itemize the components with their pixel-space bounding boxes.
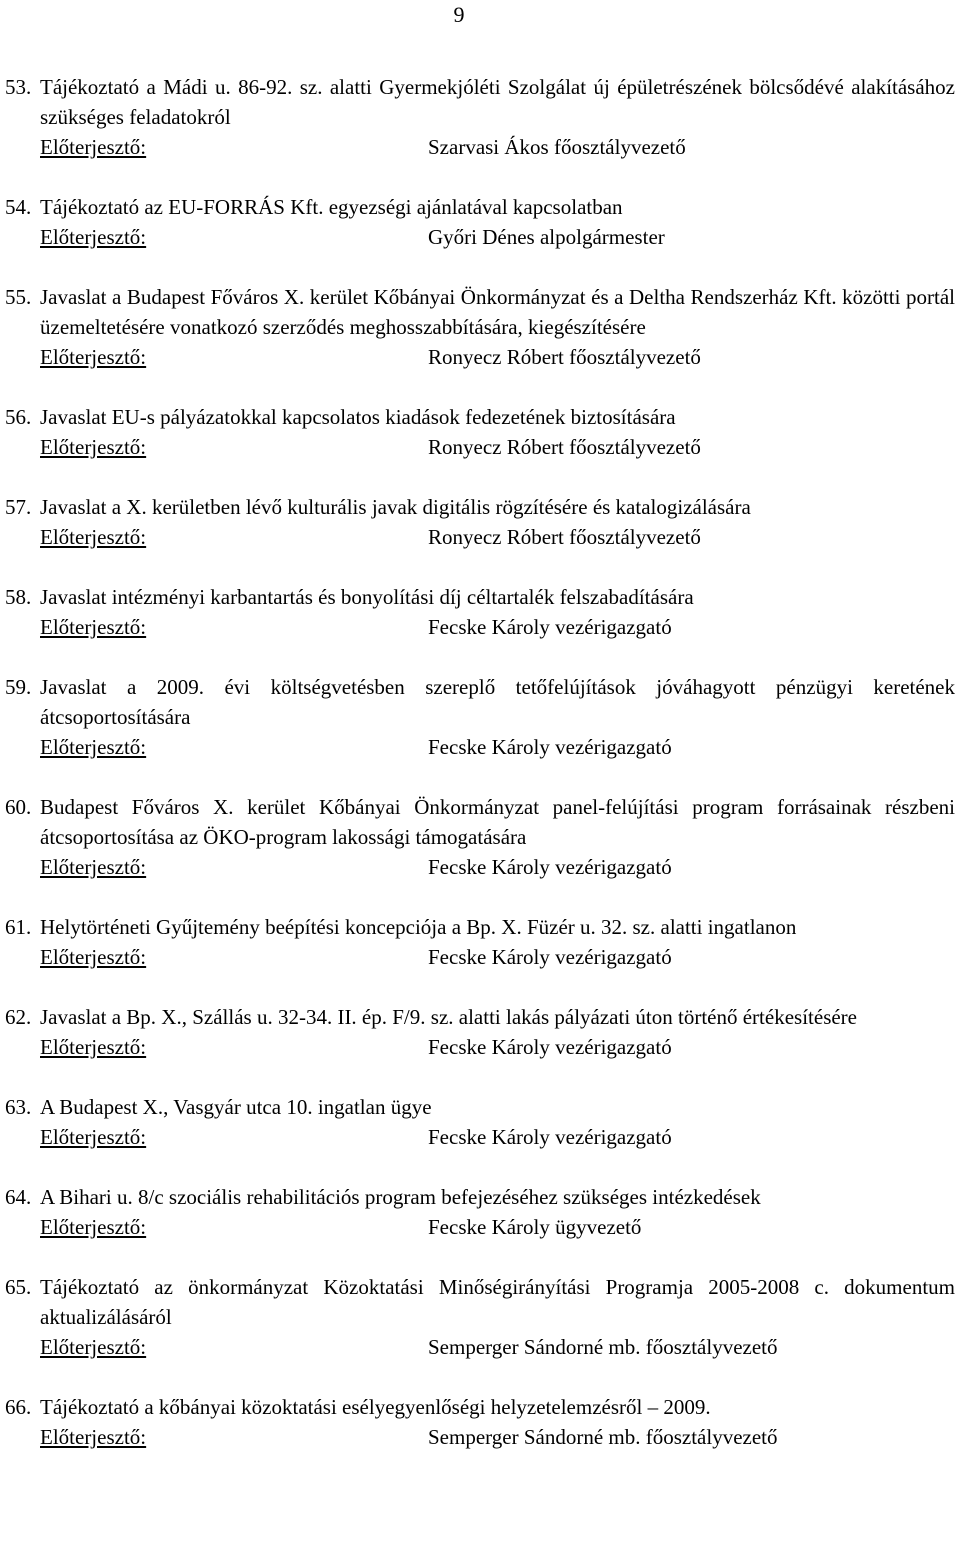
agenda-item xyxy=(0,192,960,252)
agenda-item-number: 58. xyxy=(5,585,32,609)
sponsor-name: Fecske Károly vezérigazgató xyxy=(428,615,672,639)
agenda-item xyxy=(0,1272,960,1362)
agenda-list xyxy=(0,72,960,1482)
sponsor-line xyxy=(40,342,960,372)
sponsor-line xyxy=(40,522,960,552)
agenda-item-title: Tájékoztató az önkormányzat Közoktatási Minőségirányítási Programja 2005-2008 c. dokumentum aktualizálásáról xyxy=(40,1275,955,1329)
agenda-item-number: 65. xyxy=(5,1275,32,1299)
agenda-item-number: 57. xyxy=(5,495,32,519)
agenda-item xyxy=(0,492,960,552)
agenda-item-title: Tájékoztató az EU-FORRÁS Kft. egyezségi ajánlatával kapcsolatban xyxy=(40,195,623,219)
sponsor-label: Előterjesztő: xyxy=(40,945,147,969)
agenda-item-number: 55. xyxy=(5,285,32,309)
sponsor-label: Előterjesztő: xyxy=(40,855,147,879)
agenda-item-title: Javaslat a Budapest Főváros X. kerület Kőbányai Önkormányzat és a Deltha Rendszerház Kft. közötti portál üzemeltetésére vonatkozó szerződés meghosszabbítására, kiegészítésére xyxy=(40,285,955,339)
agenda-item xyxy=(0,402,960,462)
sponsor-name: Fecske Károly ügyvezető xyxy=(428,1215,642,1239)
sponsor-name: Szarvasi Ákos főosztályvezető xyxy=(428,135,686,159)
agenda-item-number: 62. xyxy=(5,1005,32,1029)
sponsor-name: Fecske Károly vezérigazgató xyxy=(428,855,672,879)
sponsor-label: Előterjesztő: xyxy=(40,615,147,639)
sponsor-name: Ronyecz Róbert főosztályvezető xyxy=(428,345,701,369)
sponsor-label: Előterjesztő: xyxy=(40,1425,147,1449)
sponsor-line xyxy=(40,1212,960,1242)
agenda-item-title: A Budapest X., Vasgyár utca 10. ingatlan ügye xyxy=(40,1095,432,1119)
agenda-item-title: Tájékoztató a Mádi u. 86-92. sz. alatti Gyermekjóléti Szolgálat új épületrészének bölcsődévé alakításához szükséges feladatokról xyxy=(40,75,955,129)
sponsor-line xyxy=(40,732,960,762)
agenda-item xyxy=(0,72,960,162)
sponsor-line xyxy=(40,132,960,162)
agenda-item xyxy=(0,582,960,642)
sponsor-line xyxy=(40,852,960,882)
sponsor-line xyxy=(40,222,960,252)
sponsor-label: Előterjesztő: xyxy=(40,525,147,549)
sponsor-line xyxy=(40,432,960,462)
sponsor-name: Ronyecz Róbert főosztályvezető xyxy=(428,525,701,549)
agenda-item xyxy=(0,1002,960,1062)
sponsor-line xyxy=(40,1032,960,1062)
agenda-item-number: 54. xyxy=(5,195,32,219)
sponsor-name: Fecske Károly vezérigazgató xyxy=(428,1125,672,1149)
agenda-item xyxy=(0,282,960,372)
agenda-item xyxy=(0,672,960,762)
sponsor-name: Fecske Károly vezérigazgató xyxy=(428,735,672,759)
sponsor-line xyxy=(40,612,960,642)
sponsor-label: Előterjesztő: xyxy=(40,1125,147,1149)
sponsor-name: Fecske Károly vezérigazgató xyxy=(428,945,672,969)
agenda-item-title: Tájékoztató a kőbányai közoktatási esélyegyenlőségi helyzetelemzésről – 2009. xyxy=(40,1395,711,1419)
agenda-item-title: Javaslat a Bp. X., Szállás u. 32-34. II. ép. F/9. sz. alatti lakás pályázati úton történő értékesítésére xyxy=(40,1005,858,1029)
sponsor-label: Előterjesztő: xyxy=(40,225,147,249)
sponsor-line xyxy=(40,942,960,972)
sponsor-label: Előterjesztő: xyxy=(40,435,147,459)
agenda-item-number: 56. xyxy=(5,405,32,429)
agenda-item-title: Budapest Főváros X. kerület Kőbányai Önkormányzat panel-felújítási program forrásainak részbeni átcsoportosítása az ÖKO-program lakossági támogatására xyxy=(40,795,955,849)
sponsor-name: Semperger Sándorné mb. főosztályvezető xyxy=(428,1425,778,1449)
agenda-item xyxy=(0,1182,960,1242)
agenda-item-number: 66. xyxy=(5,1395,32,1419)
agenda-item-number: 60. xyxy=(5,795,32,819)
sponsor-line xyxy=(40,1332,960,1362)
sponsor-label: Előterjesztő: xyxy=(40,735,147,759)
sponsor-name: Semperger Sándorné mb. főosztályvezető xyxy=(428,1335,778,1359)
sponsor-label: Előterjesztő: xyxy=(40,135,147,159)
agenda-item-number: 64. xyxy=(5,1185,32,1209)
agenda-item-number: 59. xyxy=(5,675,32,699)
agenda-item-number: 63. xyxy=(5,1095,32,1119)
sponsor-label: Előterjesztő: xyxy=(40,1035,147,1059)
page-number: 9 xyxy=(453,2,465,27)
sponsor-label: Előterjesztő: xyxy=(40,1335,147,1359)
sponsor-name: Fecske Károly vezérigazgató xyxy=(428,1035,672,1059)
agenda-item xyxy=(0,792,960,882)
agenda-item-title: Javaslat intézményi karbantartás és bonyolítási díj céltartalék felszabadítására xyxy=(40,585,694,609)
agenda-item xyxy=(0,1392,960,1452)
sponsor-name: Ronyecz Róbert főosztályvezető xyxy=(428,435,701,459)
agenda-item-title: Javaslat EU-s pályázatokkal kapcsolatos kiadások fedezetének biztosítására xyxy=(40,405,676,429)
agenda-item-title: A Bihari u. 8/c szociális rehabilitációs program befejezéséhez szükséges intézkedések xyxy=(40,1185,761,1209)
sponsor-line xyxy=(40,1422,960,1452)
agenda-item-title: Helytörténeti Gyűjtemény beépítési koncepciója a Bp. X. Füzér u. 32. sz. alatti ingatlanon xyxy=(40,915,797,939)
agenda-item-title: Javaslat a 2009. évi költségvetésben szereplő tetőfelújítások jóváhagyott pénzügyi keretének átcsoportosítására xyxy=(40,675,955,729)
agenda-item-number: 61. xyxy=(5,915,32,939)
sponsor-label: Előterjesztő: xyxy=(40,345,147,369)
sponsor-label: Előterjesztő: xyxy=(40,1215,147,1239)
agenda-item-title: Javaslat a X. kerületben lévő kulturális javak digitális rögzítésére és katalogizálására xyxy=(40,495,751,519)
sponsor-name: Győri Dénes alpolgármester xyxy=(428,225,665,249)
agenda-item xyxy=(0,1092,960,1152)
agenda-item-number: 53. xyxy=(5,75,32,99)
agenda-item xyxy=(0,912,960,972)
sponsor-line xyxy=(40,1122,960,1152)
